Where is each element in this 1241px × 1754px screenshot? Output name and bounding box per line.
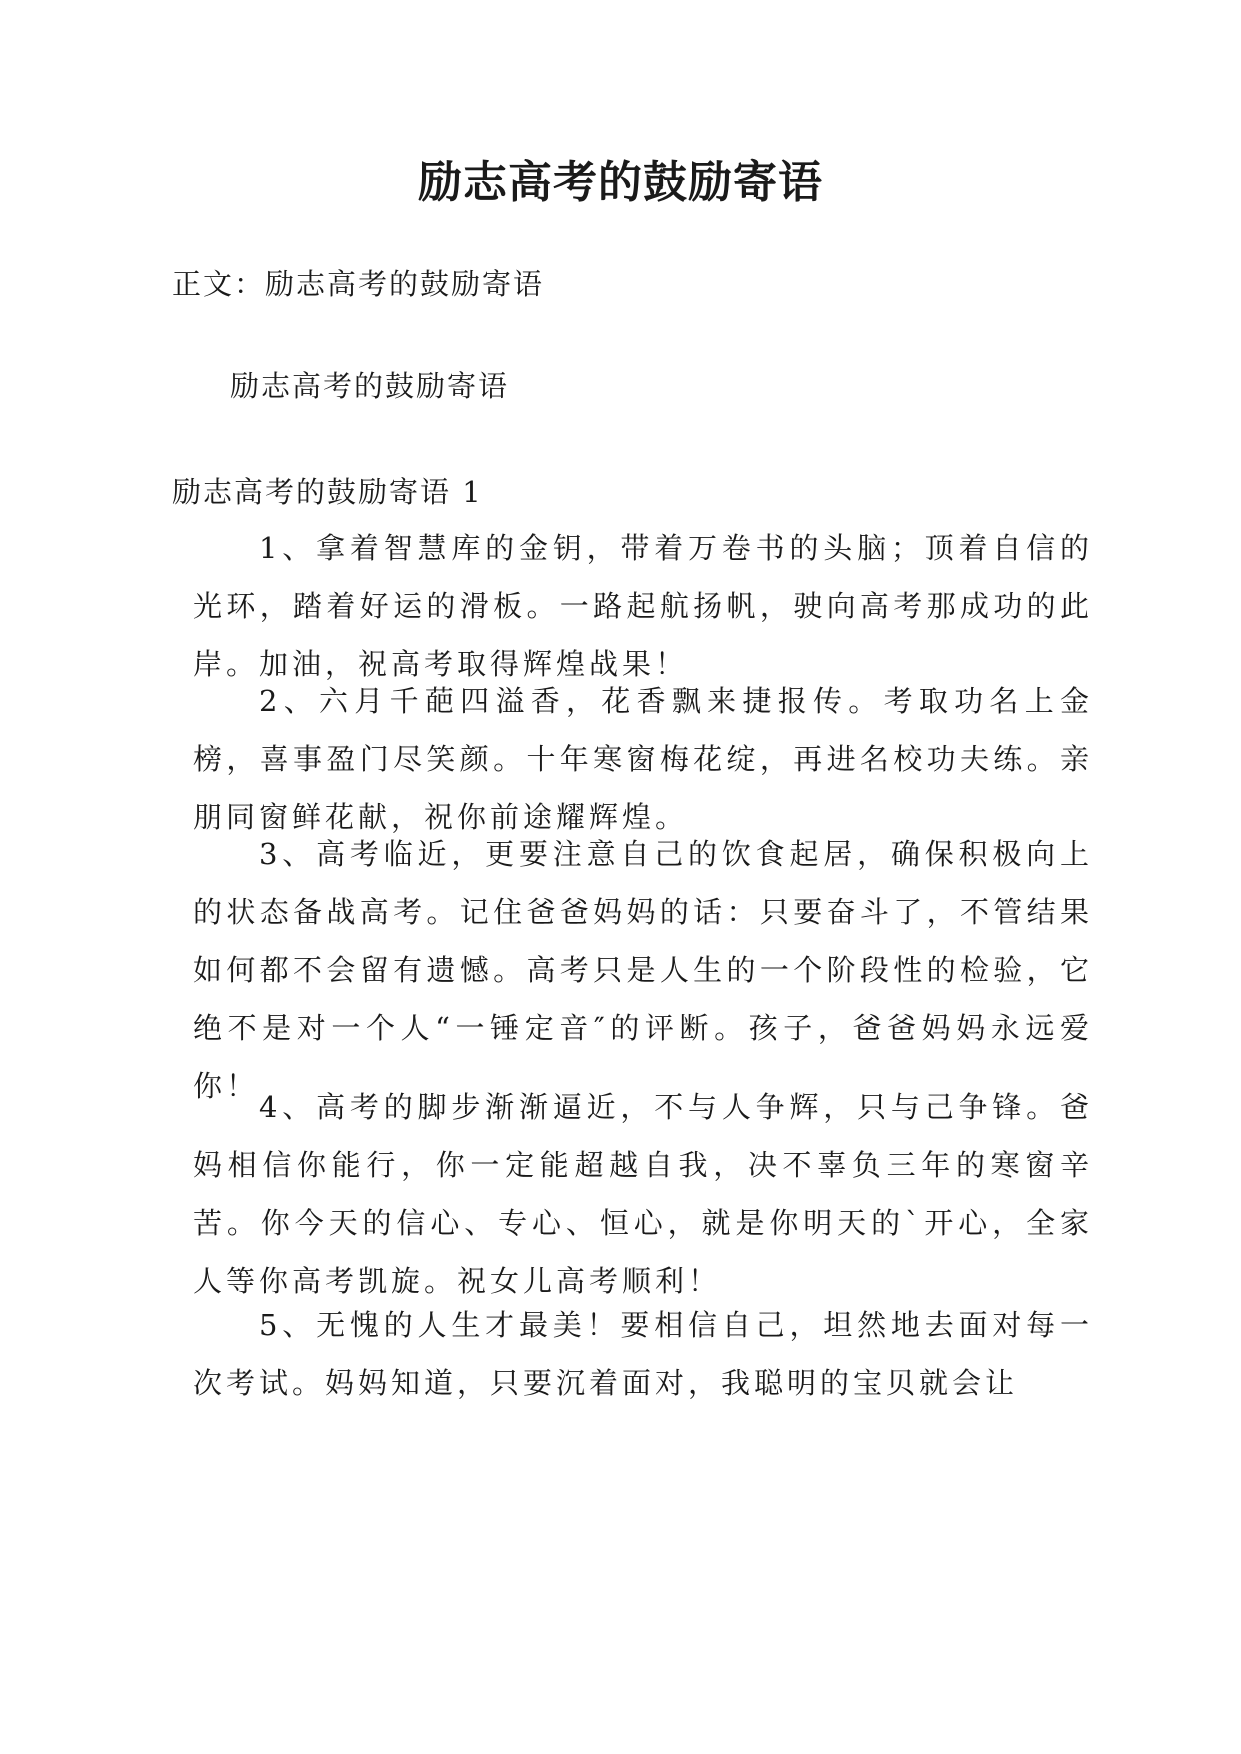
subheading: 励志高考的鼓励寄语	[230, 369, 510, 403]
body-label: 正文：励志高考的鼓励寄语	[172, 267, 545, 301]
paragraph-4: 4、高考的脚步渐渐逼近，不与人争辉，只与己争锋。爸妈相信你能行，你一定能超越自我，决不辜负三年的寒窗辛苦。你今天的信心、专心、恒心，就是你明天的`开心，全家人等你高考凯旋。祝女儿高考顺利！	[193, 1090, 1093, 1298]
document-title: 励志高考的鼓励寄语	[418, 157, 823, 208]
paragraph-1: 1、拿着智慧库的金钥，带着万卷书的头脑；顶着自信的光环，踏着好运的滑板。一路起航扬帆，驶向高考那成功的此岸。加油，祝高考取得辉煌战果！	[193, 531, 1093, 681]
paragraph-3: 3、高考临近，更要注意自己的饮食起居，确保积极向上的状态备战高考。记住爸爸妈妈的话：只要奋斗了，不管结果如何都不会留有遗憾。高考只是人生的一个阶段性的检验，它绝不是对一个人“一锤定音″的评断。孩子，爸爸妈妈永远爱你！	[193, 837, 1093, 1103]
paragraph-2: 2、六月千葩四溢香，花香飘来捷报传。考取功名上金榜，喜事盈门尽笑颜。十年寒窗梅花绽，再进名校功夫练。亲朋同窗鲜花献，祝你前途耀辉煌。	[193, 684, 1093, 834]
section-heading: 励志高考的鼓励寄语 1	[172, 475, 483, 509]
paragraph-5: 5、无愧的人生才最美！要相信自己，坦然地去面对每一次考试。妈妈知道，只要沉着面对，我聪明的宝贝就会让	[193, 1308, 1093, 1400]
